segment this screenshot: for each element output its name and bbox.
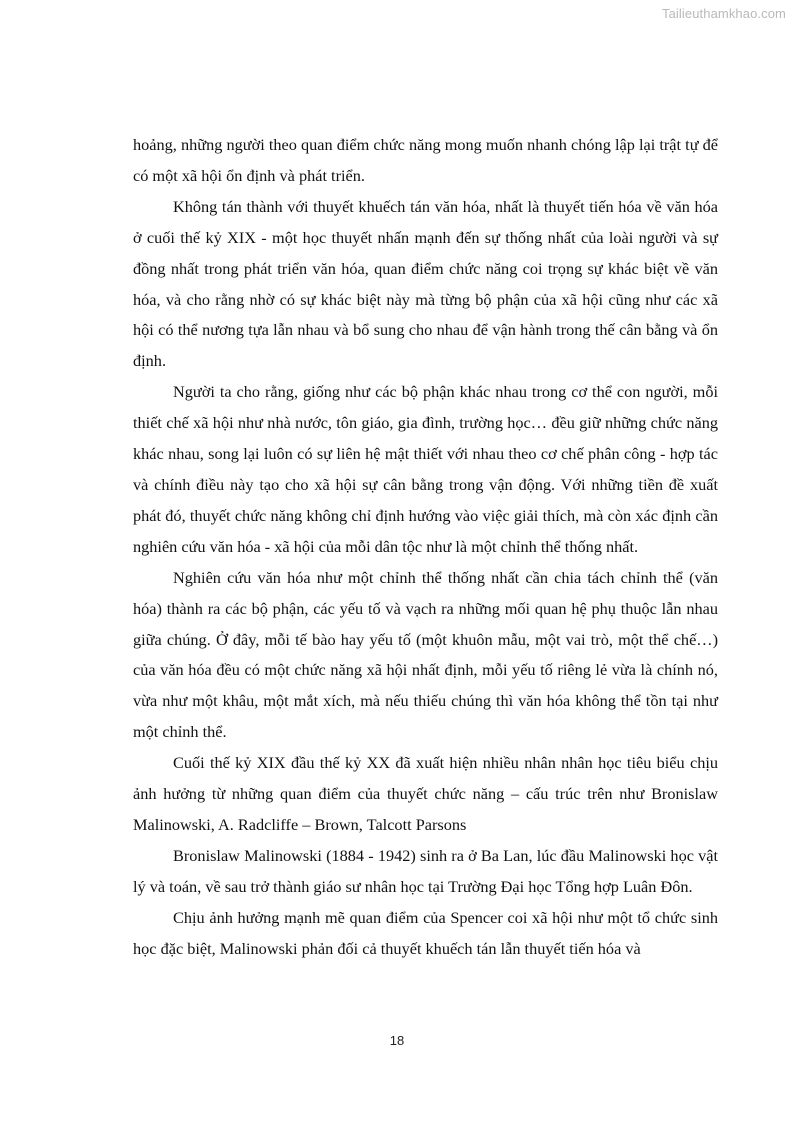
page-number: 18 — [389, 1033, 405, 1048]
paragraph: Chịu ảnh hưởng mạnh mẽ quan điểm của Spencer coi xã hội như một tổ chức sinh học đặc biệt, Malinowski phản đối cả thuyết khuếch tán lẫn thuyết tiến hóa và — [133, 907, 718, 958]
document-body — [133, 130, 718, 964]
paragraph: Không tán thành với thuyết khuếch tán văn hóa, nhất là thuyết tiến hóa về văn hóa ở cuối thế kỷ XIX - một học thuyết nhấn mạnh đến sự thống nhất của loài người và sự đồng nhất trong phát triển văn hóa, quan điểm chức năng coi trọng sự khác biệt về văn hóa, và cho rằng nhờ có sự khác biệt này mà từng bộ phận của xã hội cũng như các xã hội có thể nương tựa lẫn nhau và bổ sung cho nhau để vận hành trong thế cân bằng và ổn định. — [133, 196, 718, 371]
paragraph: Cuối thế kỷ XIX đầu thế kỷ XX đã xuất hiện nhiều nhân nhân học tiêu biểu chịu ảnh hưởng từ những quan điểm của thuyết chức năng – cấu trúc trên như Bronislaw Malinowski, A. Radcliffe – Brown, Talcott Parsons — [133, 753, 718, 834]
paragraph: Bronislaw Malinowski (1884 - 1942) sinh ra ở Ba Lan, lúc đầu Malinowski học vật lý và toán, về sau trở thành giáo sư nhân học tại Trường Đại học Tổng hợp Luân Đôn. — [133, 845, 718, 896]
paragraph: Nghiên cứu văn hóa như một chỉnh thể thống nhất cần chia tách chỉnh thể (văn hóa) thành ra các bộ phận, các yếu tố và vạch ra những mối quan hệ phụ thuộc lẫn nhau giữa chúng. Ở đây, mỗi tế bào hay yếu tố (một khuôn mẫu, một vai trò, một thể chế…) của văn hóa đều có một chức năng xã hội nhất định, mỗi yếu tố riêng lẻ vừa là chính nó, vừa như một khâu, một mắt xích, mà nếu thiếu chúng thì văn hóa không thể tồn tại như một chỉnh thể. — [133, 567, 718, 742]
paragraph-continuation: hoảng, những người theo quan điểm chức năng mong muốn nhanh chóng lập lại trật tự để có một xã hội ổn định và phát triển. — [133, 135, 718, 185]
paragraph: Người ta cho rằng, giống như các bộ phận khác nhau trong cơ thể con người, mỗi thiết chế xã hội như nhà nước, tôn giáo, gia đình, trường học… đều giữ những chức năng khác nhau, song lại luôn có sự liên hệ mật thiết với nhau theo cơ chế phân công - hợp tác và chính điều này tạo cho xã hội sự cân bằng trong vận động. Với những tiền đề xuất phát đó, thuyết chức năng không chỉ định hướng vào việc giải thích, mà còn xác định cần nghiên cứu văn hóa - xã hội của mỗi dân tộc như là một chỉnh thể thống nhất. — [133, 382, 718, 556]
watermark: Tailieuthamkhao.com — [661, 6, 786, 21]
